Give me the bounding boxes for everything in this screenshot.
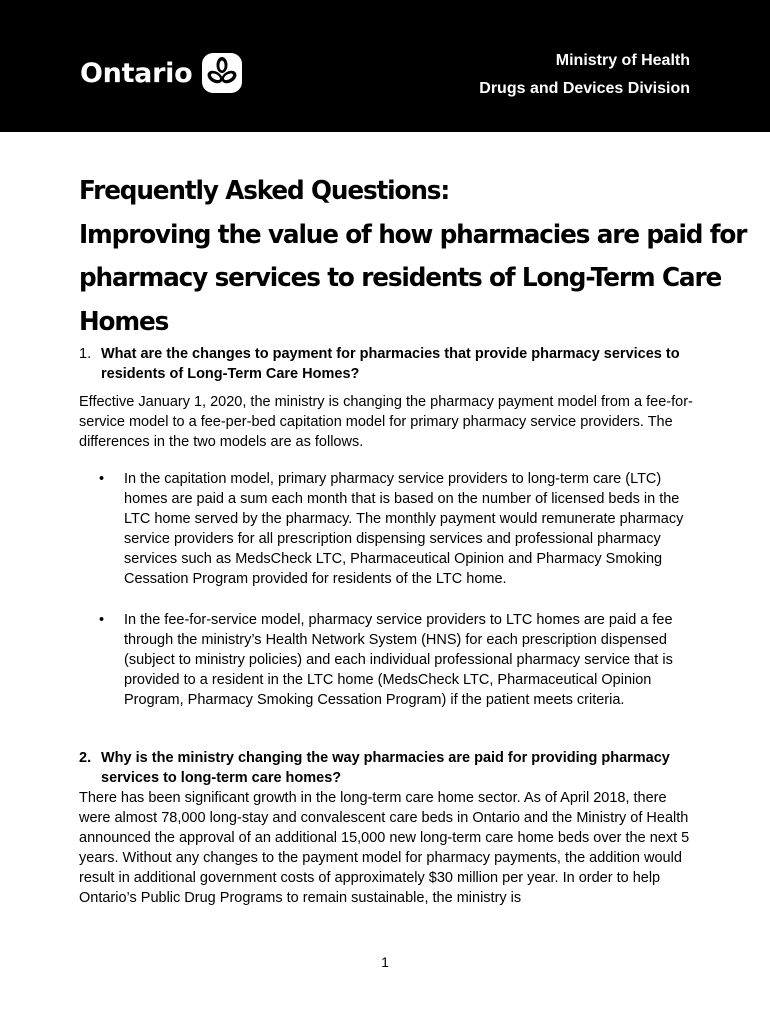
question-2-text: Why is the ministry changing the way pharmacies are paid for providing pharmacy services to long-term care homes? bbox=[101, 750, 670, 786]
ontario-wordmark: Ontario bbox=[80, 57, 193, 89]
ministry-name: Ministry of Health bbox=[555, 52, 690, 69]
header-ministry-info bbox=[479, 47, 690, 103]
page-header bbox=[0, 0, 770, 132]
list-item bbox=[99, 610, 699, 710]
bullet-icon: • bbox=[99, 612, 105, 628]
question-2-number: 2. bbox=[79, 750, 92, 766]
title-line-1: Frequently Asked Questions: bbox=[79, 176, 450, 206]
question-2 bbox=[79, 748, 699, 788]
division-name: Drugs and Devices Division bbox=[479, 80, 690, 97]
ontario-logo bbox=[80, 50, 244, 96]
title-line-4: Homes bbox=[79, 306, 169, 337]
bullet-icon: • bbox=[99, 471, 105, 487]
page-title bbox=[79, 170, 747, 344]
question-1-number: 1. bbox=[79, 346, 92, 362]
title-line-3: pharmacy services to residents of Long-Term Care bbox=[79, 263, 722, 293]
title-line-2: Improving the value of how pharmacies are paid for bbox=[79, 219, 747, 250]
list-item bbox=[99, 469, 699, 589]
question-1 bbox=[79, 344, 699, 384]
bullet-text: In the fee-for-service model, pharmacy service providers to LTC homes are paid a fee through the ministry’s Health Network System (HNS) for each prescription dispensed (subject to ministry policies) and each individual professional pharmacy service that is provided to a resident in the LTC home (MedsCheck LTC, Pharmaceutical Opinion Program, Pharmacy Smoking Cessation Program) if the patient meets criteria. bbox=[124, 612, 673, 708]
bullet-text: In the capitation model, primary pharmacy service providers to long-term care (LTC) homes are paid a sum each month that is based on the number of licensed beds in the LTC home served by the pharmacy. The monthly payment would remunerate pharmacy service providers for all prescription dispensing services and professional pharmacy services such as MedsCheck LTC, Pharmaceutical Opinion and Pharmacy Smoking Cessation Program provided for residents of the LTC home. bbox=[124, 471, 684, 587]
question-1-answer: Effective January 1, 2020, the ministry is changing the pharmacy payment model from a fee-for-service model to a fee-per-bed capitation model for primary pharmacy service providers. The differences in the two models are as follows. bbox=[79, 394, 693, 450]
trillium-icon bbox=[200, 51, 244, 95]
page-number: 1 bbox=[381, 954, 389, 970]
question-2-answer: There has been significant growth in the long-term care home sector. As of April 2018, there were almost 78,000 long-stay and convalescent care beds in Ontario and the Ministry of Health announced the approval of an additional 15,000 new long-term care home beds over the next 5 years. Without any changes to the payment model for pharmacy payments, the addition would result in additional government costs of approximately $30 million per year. In order to help Ontario’s Public Drug Programs to remain sustainable, the ministry is bbox=[79, 790, 690, 906]
question-1-text: What are the changes to payment for pharmacies that provide pharmacy services to residents of Long-Term Care Homes? bbox=[101, 346, 680, 382]
